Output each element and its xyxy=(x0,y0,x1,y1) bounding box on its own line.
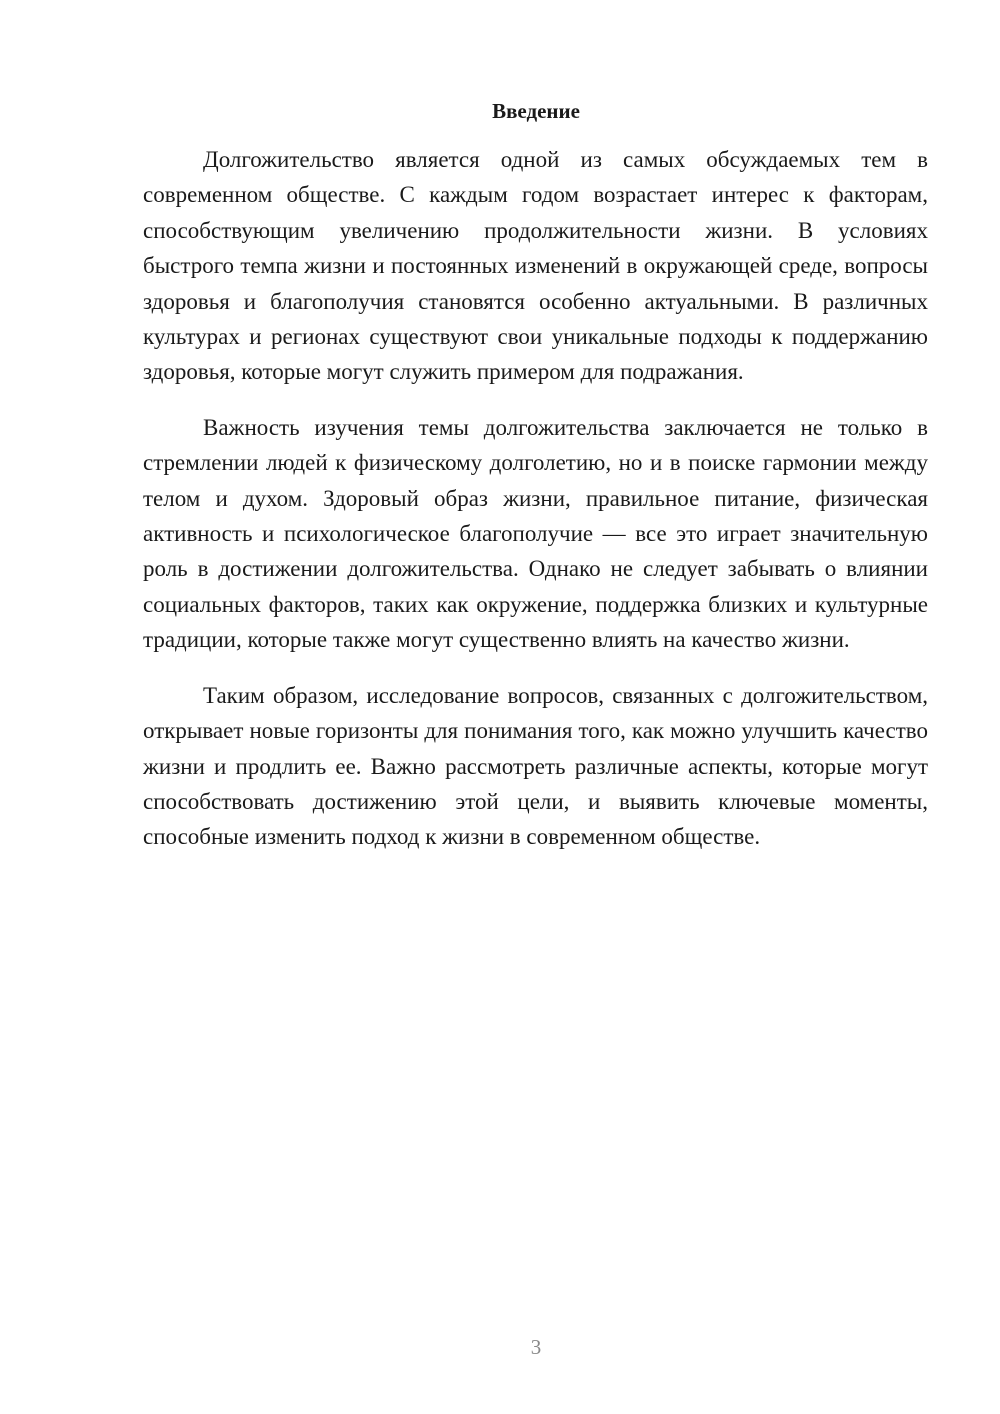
paragraph-2: Важность изучения темы долгожительства заключается не только в стремлении людей к физическому долголетию, но и в поиске гармонии между телом и духом. Здоровый образ жизни, правильное питание, физическая активность и психологическое благополучие — все это играет значительную роль в достижении долгожительства. Однако не следует забывать о влиянии социальных факторов, таких как окружение, поддержка близких и культурные традиции, которые также могут существенно влиять на качество жизни. xyxy=(143,414,928,653)
body-text xyxy=(143,142,928,875)
page-number: 3 xyxy=(530,1335,542,1359)
section-heading: Введение xyxy=(492,99,580,123)
paragraph-3: Таким образом, исследование вопросов, связанных с долгожительством, открывает новые горизонты для понимания того, как можно улучшить качество жизни и продлить ее. Важно рассмотреть различные аспекты, которые могут способствовать достижению этой цели, и выявить ключевые моменты, способные изменить подход к жизни в современном обществе. xyxy=(143,682,928,850)
paragraph-1: Долгожительство является одной из самых обсуждаемых тем в современном обществе. С каждым годом возрастает интерес к факторам, способствующим увеличению продолжительности жизни. В условиях быстрого темпа жизни и постоянных изменений в окружающей среде, вопросы здоровья и благополучия становятся особенно актуальными. В различных культурах и регионах существуют свои уникальные подходы к поддержанию здоровья, которые могут служить примером для подражания. xyxy=(143,147,928,385)
